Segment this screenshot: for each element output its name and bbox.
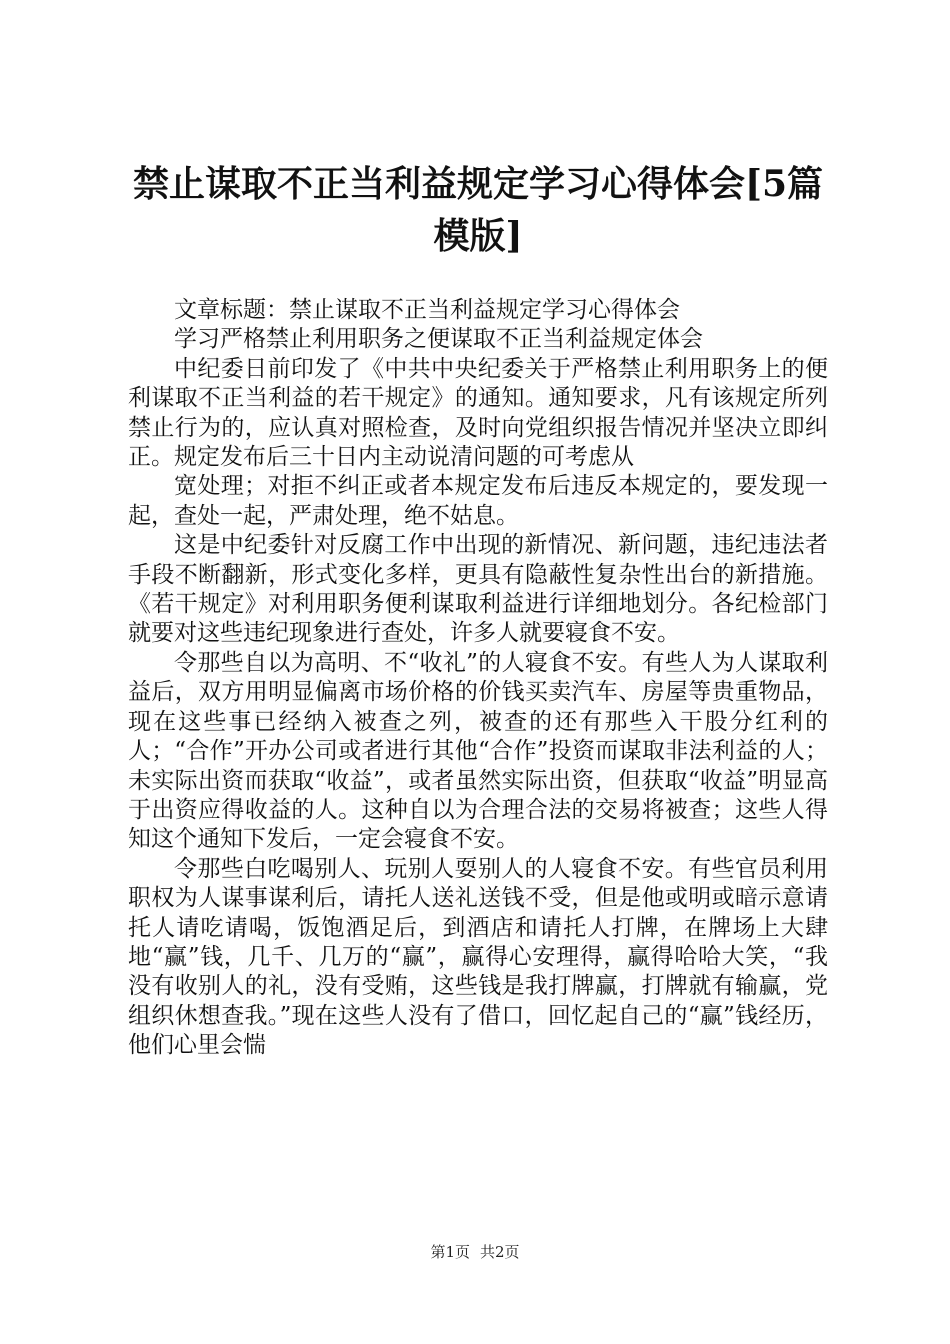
- paragraph-article-title: 文章标题：禁止谋取不正当利益规定学习心得体会: [174, 297, 680, 323]
- paragraph: 这是中纪委针对反腐工作中出现的新情况、新问题，违纪违法者手段不断翻新，形式变化多样，更具有隐蔽性复杂性出台的新措施。《若干规定》对利用职务便利谋取利益进行详细地划分。各纪检部门就要对这些违纪现象进行查处，许多人就要寝食不安。: [128, 532, 828, 647]
- page-total: 共2页: [480, 1243, 520, 1261]
- paragraph: 宽处理；对拒不纠正或者本规定发布后违反本规定的，要发现一起，查处一起，严肃处理，绝不姑息。: [128, 473, 828, 529]
- paragraph: 令那些自以为高明、不“收礼”的人寝食不安。有些人为人谋取利益后，双方用明显偏离市场价格的价钱买卖汽车、房屋等贵重物品，现在这些事已经纳入被查之列，被查的还有那些入干股分红利的人；“合作”开办公司或者进行其他“合作”投资而谋取非法利益的人；未实际出资而获取“收益”，或者虽然实际出资，但获取“收益”明显高于出资应得收益的人。这种自以为合理合法的交易将被查；这些人得知这个通知下发后，一定会寝食不安。: [128, 649, 828, 853]
- paragraph: 中纪委日前印发了《中共中央纪委关于严格禁止利用职务上的便利谋取不正当利益的若干规定》的通知。通知要求，凡有该规定所列禁止行为的，应认真对照检查，及时向党组织报告情况并坚决立即纠正。规定发布后三十日内主动说清问题的可考虑从: [128, 355, 828, 471]
- page-number: 第1页: [430, 1243, 470, 1261]
- paragraph: 令那些白吃喝别人、玩别人耍别人的人寝食不安。有些官员利用职权为人谋事谋利后，请托人送礼送钱不受，但是他或明或暗示意请托人请吃请喝，饭饱酒足后，到酒店和请托人打牌，在牌场上大肆地“赢”钱，几千、几万的“赢”，赢得心安理得，赢得哈哈大笑，“我没有收别人的礼，没有受贿，这些钱是我打牌赢，打牌就有输赢，党组织休想查我。”现在这些人没有了借口，回忆起自己的“赢”钱经历，他们心里会惴: [128, 855, 828, 1059]
- document-body: [128, 296, 828, 1061]
- paragraph-subtitle: 学习严格禁止利用职务之便谋取不正当利益规定体会: [174, 326, 703, 353]
- document-title: 禁止谋取不正当利益规定学习心得体会[5篇模版]: [132, 163, 824, 257]
- page-footer: [0, 1242, 950, 1262]
